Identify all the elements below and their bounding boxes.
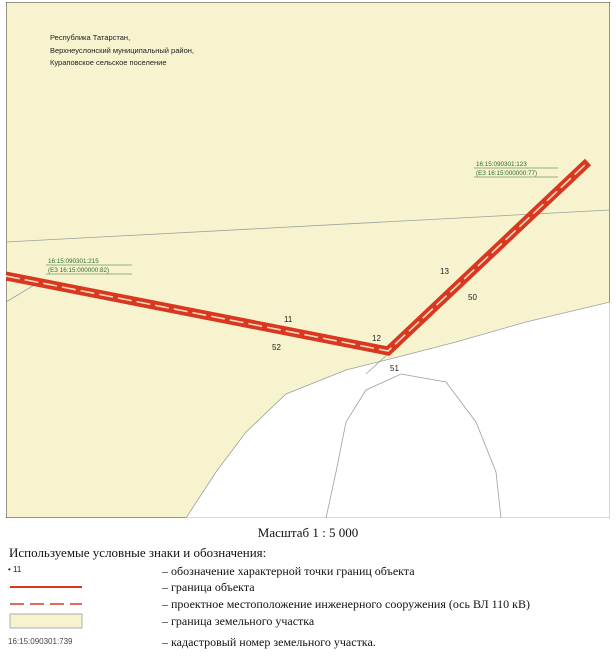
point-label: 52 [272,343,281,352]
legend-text: – граница земельного участка [162,614,315,628]
legend-title: Используемые условные знаки и обозначения: [9,545,267,560]
point-label: 13 [440,267,449,276]
parcel-boundary-symbol [8,612,158,630]
region-line: Верхнеуслонский муниципальный район, [50,45,194,55]
cadastral-symbol-text: 16:15:090301:739 [8,637,73,646]
cadastral-label: 16:15:090301:215 [48,258,99,265]
legend-row [0,578,616,596]
point-label: 50 [468,293,477,302]
map-area [6,2,610,518]
legend-row [0,595,616,613]
cadastral-label: (ЕЗ 16:15:000000:82) [48,267,110,274]
point-symbol-text: • 11 [8,565,22,574]
point-label: 51 [390,364,399,373]
region-line: Республика Татарстан, [50,33,131,42]
legend-text: – проектное местоположение инженерного сооружения (ось ВЛ 110 кВ) [162,597,531,611]
legend-text: – граница объекта [162,580,255,594]
cadastral-label: 16:15:090301:123 [476,161,527,168]
scale-label: Масштаб 1 : 5 000 [257,525,359,540]
cadastral-symbol [8,633,158,651]
point-label: 12 [372,334,381,343]
legend-text: – кадастровый номер земельного участка. [162,635,376,649]
legend-row [0,612,616,630]
legend-text: – обозначение характерной точки границ объекта [162,564,415,578]
cadastral-label: (ЕЗ 16:15:000000:77) [476,170,538,177]
vl-axis-symbol [8,595,158,613]
region-label [50,32,194,70]
object-border-symbol [8,578,158,596]
map-canvas [6,2,610,518]
region-line: Кураповское сельское поселение [50,58,167,67]
point-label: 11 [284,315,293,324]
legend-row [0,633,616,651]
